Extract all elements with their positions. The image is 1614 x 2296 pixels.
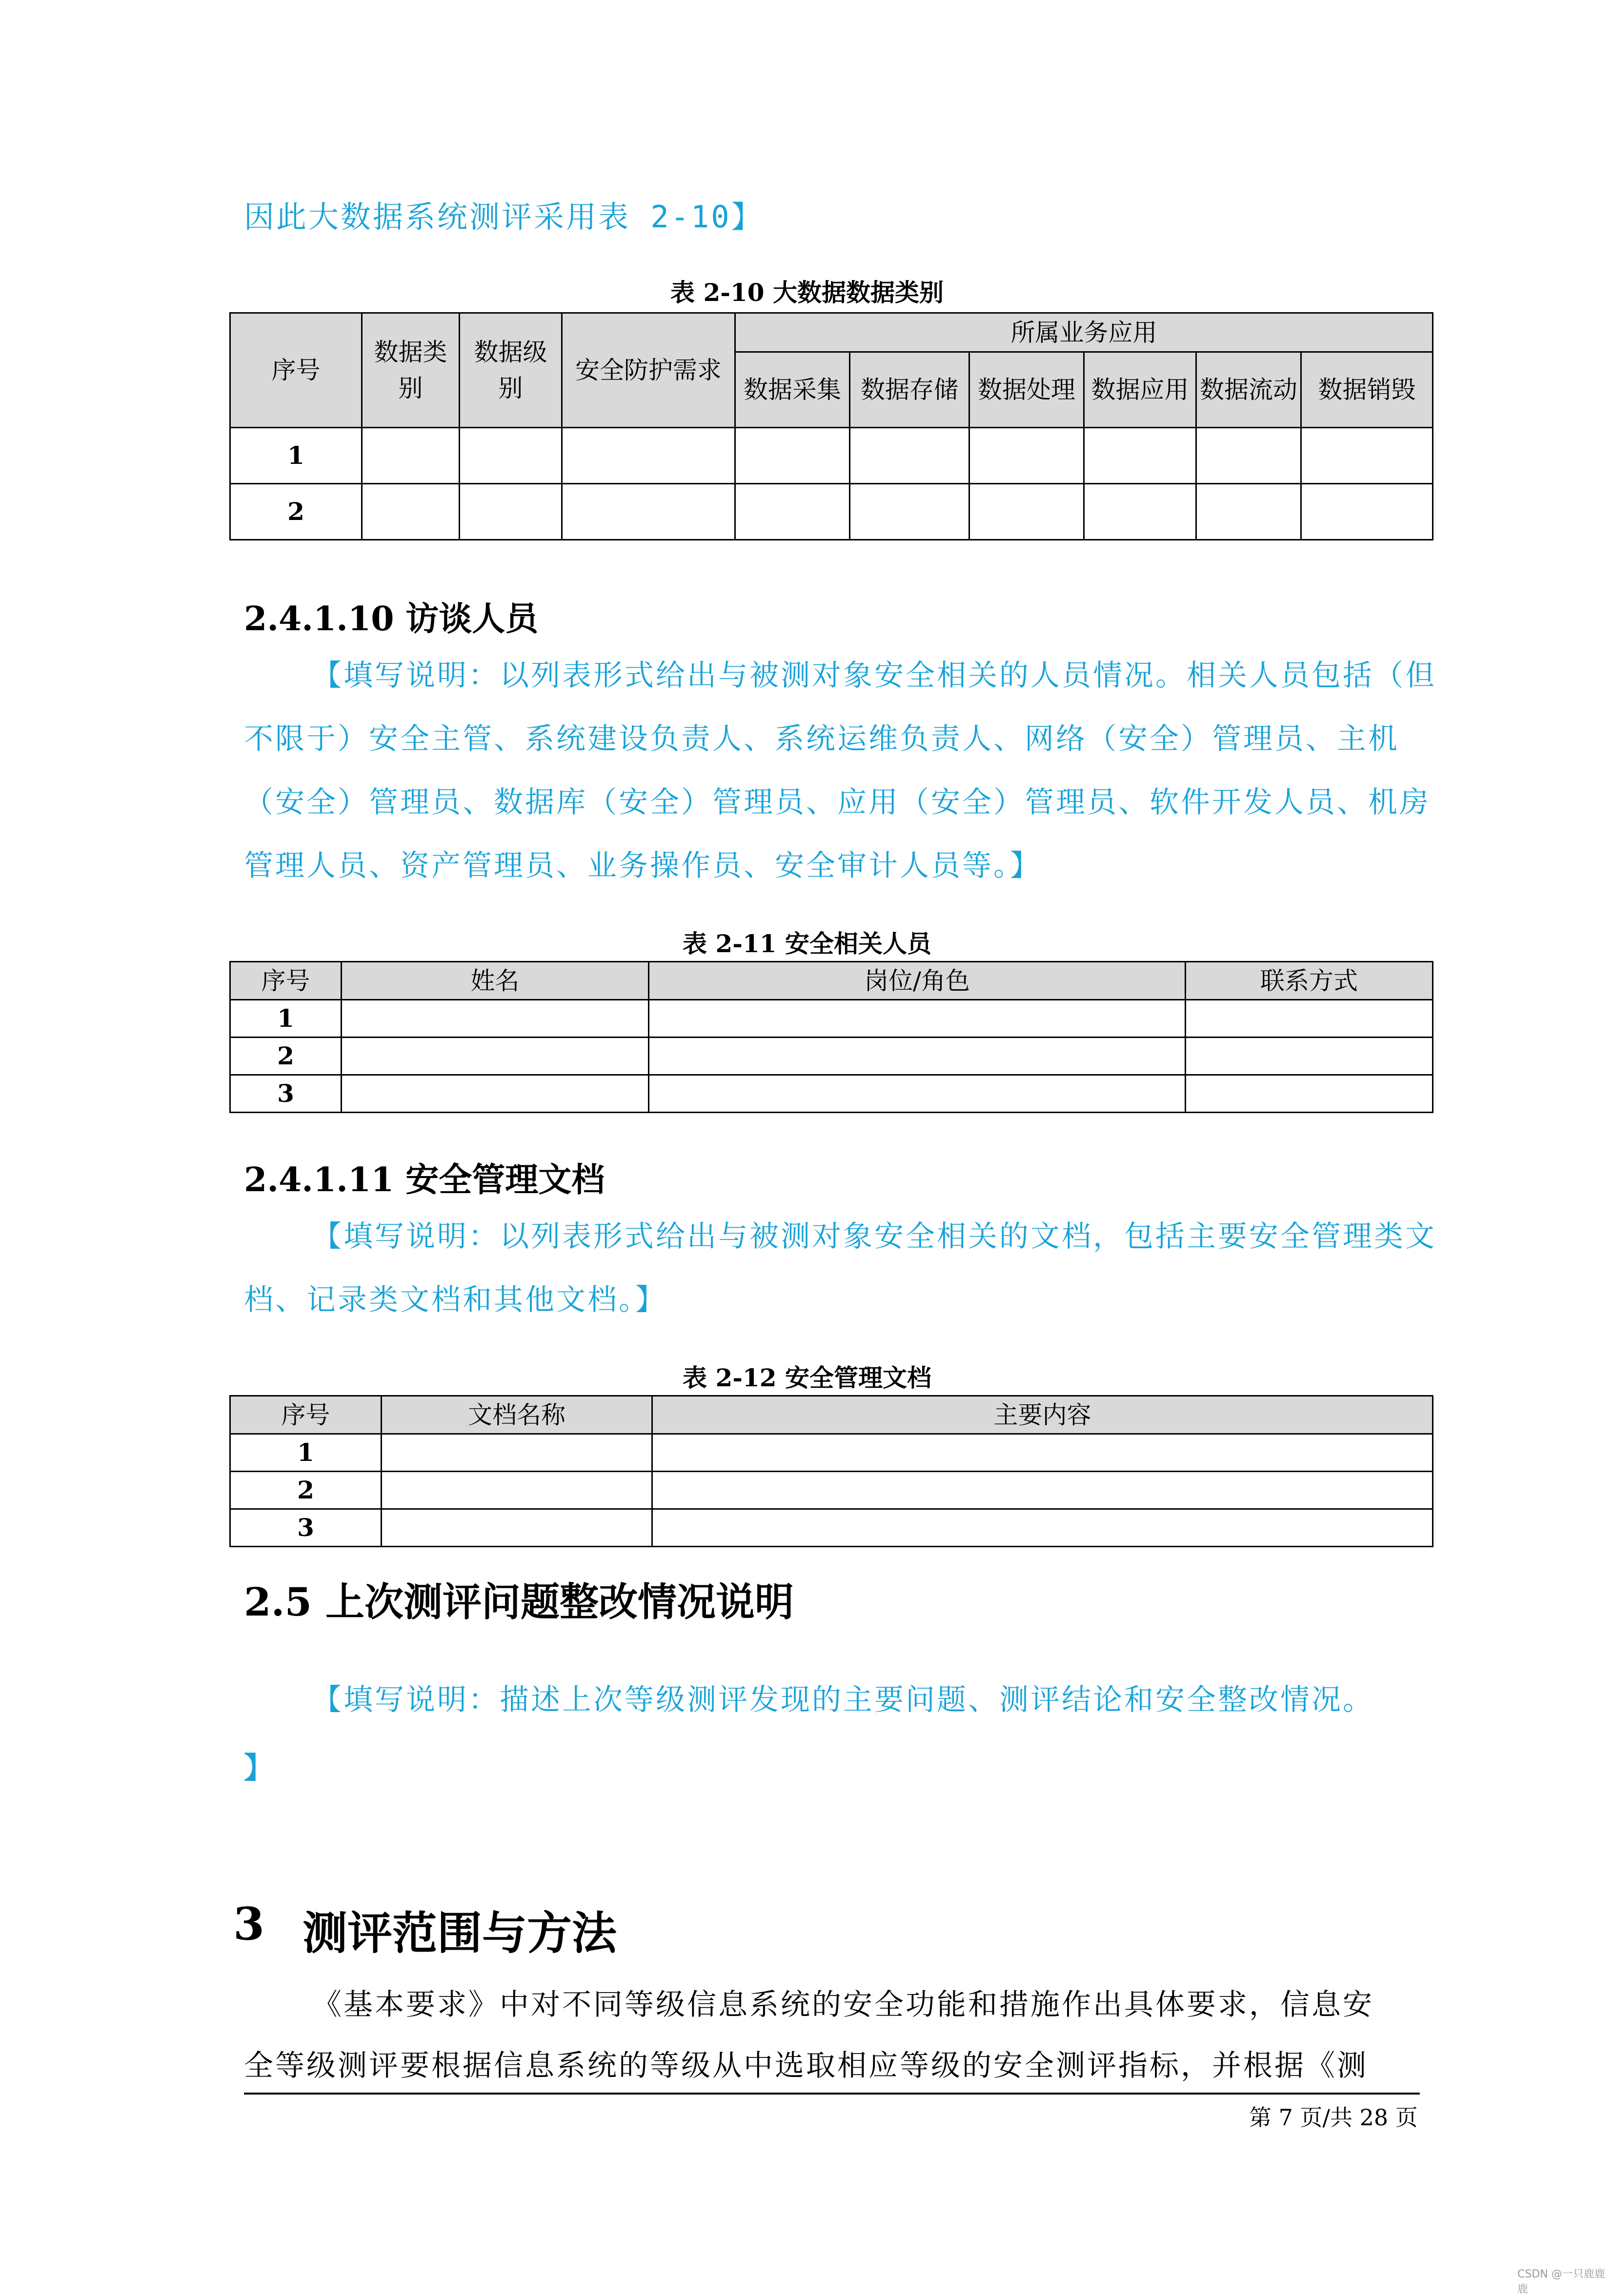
header-sub-destroy: 数据销毁	[1301, 352, 1433, 428]
header-seq: 序号	[230, 962, 342, 1000]
table-row	[230, 1038, 1433, 1075]
fill-note-2-5-line1: 【填写说明：描述上次等级测评发现的主要问题、测评结论和安全整改情况。	[312, 1683, 1374, 1717]
header-seq: 序号	[230, 313, 362, 428]
header-sub-apply: 数据应用	[1084, 352, 1196, 428]
intro-line: 因此大数据系统测评采用表 2-10】	[244, 199, 764, 235]
section-3-number: 3	[233, 1897, 265, 1950]
header-contact: 联系方式	[1186, 962, 1433, 1000]
row-seq: 2	[230, 1038, 342, 1075]
header-sub-store: 数据存储	[850, 352, 969, 428]
table-row	[230, 1075, 1433, 1113]
table-row	[230, 428, 1433, 484]
header-main-content: 主要内容	[652, 1396, 1433, 1434]
footer-rule	[244, 2093, 1420, 2095]
table-2-11	[229, 961, 1433, 1113]
row-seq: 1	[230, 1000, 342, 1038]
page-number: 第 7 页/共 28 页	[1249, 2104, 1418, 2131]
table-row	[230, 1000, 1433, 1038]
table-2-12	[229, 1395, 1433, 1547]
table-row	[230, 1434, 1433, 1472]
table-2-10	[229, 312, 1433, 540]
section-heading-2-4-1-11: 2.4.1.11 安全管理文档	[244, 1160, 605, 1199]
table-row	[230, 1509, 1433, 1547]
section-heading-2-4-1-10: 2.4.1.10 访谈人员	[244, 599, 539, 639]
header-name: 姓名	[342, 962, 649, 1000]
table-2-11-caption: 表 2-11 安全相关人员	[683, 929, 931, 958]
row-seq: 1	[230, 1434, 382, 1472]
header-sub-flow: 数据流动	[1196, 352, 1301, 428]
watermark: CSDN @一只鹿鹿鹿	[1517, 2268, 1605, 2296]
table-2-10-caption: 表 2-10 大数据数据类别	[670, 278, 944, 307]
header-security-need: 安全防护需求	[562, 313, 735, 428]
row-seq: 2	[230, 484, 362, 540]
table-row	[230, 1472, 1433, 1509]
header-business-group: 所属业务应用	[735, 313, 1433, 352]
row-seq: 3	[230, 1075, 342, 1113]
section-3-title: 测评范围与方法	[303, 1907, 617, 1959]
row-seq: 2	[230, 1472, 382, 1509]
header-doc-name: 文档名称	[382, 1396, 652, 1434]
header-role: 岗位/角色	[649, 962, 1186, 1000]
row-seq: 1	[230, 428, 362, 484]
fill-note-2-4-1-11: 【填写说明：以列表形式给出与被测对象安全相关的文档，包括主要安全管理类文档、记录类文档和其他文档。】	[244, 1219, 1436, 1317]
section-3-para-line1: 《基本要求》中对不同等级信息系统的安全功能和措施作出具体要求，信息安	[312, 1988, 1374, 2022]
section-heading-2-5: 2.5 上次测评问题整改情况说明	[244, 1579, 794, 1625]
header-sub-process: 数据处理	[969, 352, 1084, 428]
header-data-category: 数据类别	[362, 313, 460, 428]
section-3-para-line2: 全等级测评要根据信息系统的等级从中选取相应等级的安全测评指标，并根据《测	[244, 2049, 1368, 2083]
table-2-12-caption: 表 2-12 安全管理文档	[683, 1363, 931, 1392]
header-data-level: 数据级别	[460, 313, 562, 428]
table-row	[230, 484, 1433, 540]
row-seq: 3	[230, 1509, 382, 1547]
header-seq: 序号	[230, 1396, 382, 1434]
header-sub-collect: 数据采集	[735, 352, 850, 428]
fill-note-2-4-1-10: 【填写说明：以列表形式给出与被测对象安全相关的人员情况。相关人员包括（但不限于）安全主管、系统建设负责人、系统运维负责人、网络（安全）管理员、主机（安全）管理员、数据库（安全）管理员、应用（安全）管理员、软件开发人员、机房管理人员、资产管理员、业务操作员、安全审计人员等。】	[244, 659, 1436, 883]
fill-note-2-5-line2: 】	[244, 1751, 275, 1785]
